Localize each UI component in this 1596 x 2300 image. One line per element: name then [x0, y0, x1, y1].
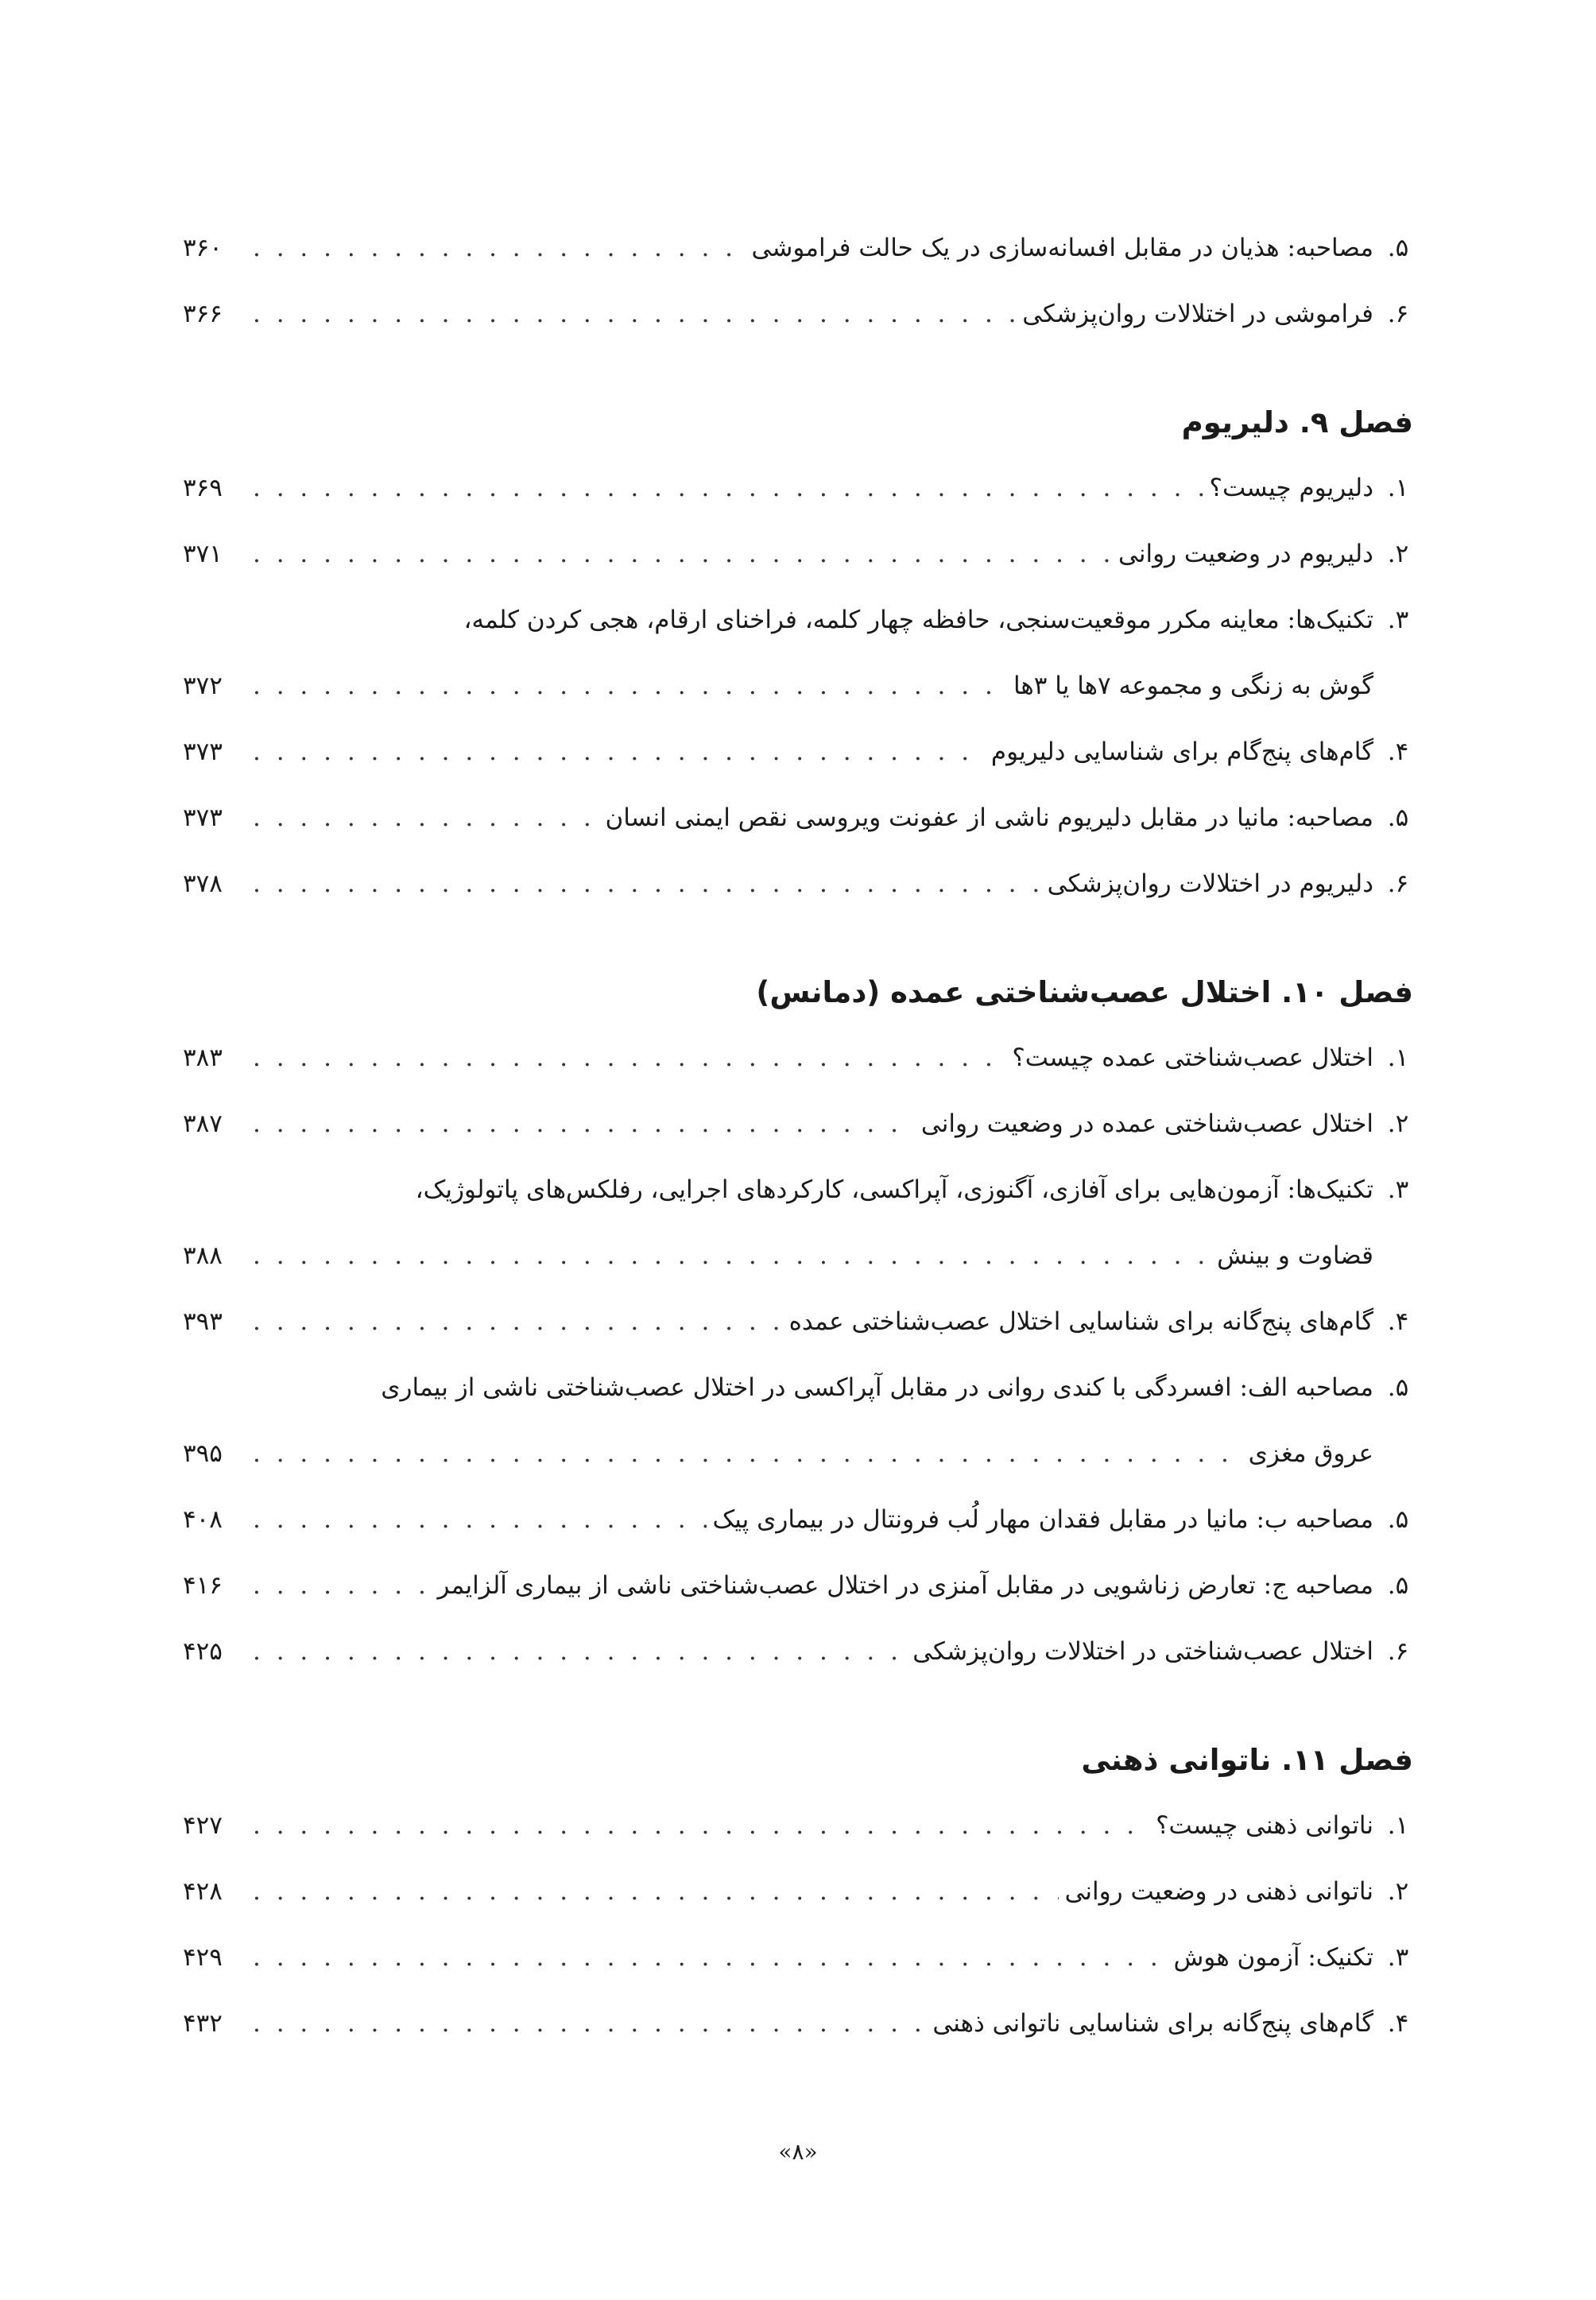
toc-entry[interactable] — [183, 1024, 1423, 1090]
toc-entry[interactable] — [183, 587, 1423, 718]
toc-entry-page: ۴۲۷ — [183, 1811, 223, 1840]
section-spacer — [183, 1684, 1423, 1740]
toc-entry-number: ۲. — [1387, 540, 1409, 568]
toc-entry-title: دلیریوم در اختلالات روان‌پزشکی — [1047, 869, 1373, 898]
toc-entry-number: ۳. — [1387, 606, 1409, 634]
toc-entry[interactable] — [183, 784, 1423, 850]
toc-entry-number: ۶. — [1387, 300, 1409, 328]
toc-entry-line — [183, 1420, 1423, 1486]
dot-leader — [253, 1433, 1242, 1474]
dot-leader — [253, 1499, 707, 1540]
toc-entry[interactable] — [183, 1486, 1423, 1552]
toc-entry-number: ۳. — [1387, 1943, 1409, 1972]
dot-leader — [253, 293, 1016, 335]
toc-entry-page: ۳۹۳ — [183, 1307, 223, 1336]
toc-section — [183, 1684, 1423, 2056]
dot-leader — [253, 1037, 1005, 1078]
toc-entry-number: ۴. — [1387, 2009, 1409, 2038]
toc-entry-page: ۳۷۳ — [183, 738, 223, 766]
toc-entry-title: دلیریوم در وضعیت روانی — [1118, 540, 1373, 568]
toc-entry-line — [183, 784, 1423, 850]
toc-entry-number: ۵. — [1387, 1505, 1409, 1534]
toc-entry-number: ۶. — [1387, 869, 1409, 898]
toc-entry-title: ناتوانی ذهنی چیست؟ — [1156, 1811, 1373, 1840]
toc-entry[interactable] — [183, 1156, 1423, 1288]
toc-entry[interactable] — [183, 455, 1423, 521]
toc-entry-line — [183, 587, 1423, 652]
toc-entry[interactable] — [183, 1990, 1423, 2056]
toc-entry-page: ۴۳۲ — [183, 2009, 223, 2038]
toc-entry-line — [183, 281, 1423, 347]
toc-entry-line — [183, 1552, 1423, 1618]
chapter-heading: فصل ۱۱. ناتوانی ذهنی — [1081, 1743, 1413, 1777]
toc-entry[interactable] — [183, 1924, 1423, 1990]
dot-leader — [253, 2003, 926, 2044]
toc-entry[interactable] — [183, 1354, 1423, 1486]
dot-leader — [253, 1631, 906, 1672]
toc-entry-page: ۳۸۸ — [183, 1241, 223, 1270]
toc-entry-line — [183, 1156, 1423, 1222]
toc-entry-page: ۳۸۷ — [183, 1109, 223, 1138]
toc-entry-line — [183, 718, 1423, 784]
toc-entry-line — [183, 455, 1423, 521]
toc-entry-line — [183, 1024, 1423, 1090]
toc-entry-line — [183, 1486, 1423, 1552]
toc-entry-page: ۳۷۱ — [183, 540, 223, 568]
dot-leader — [253, 467, 1203, 509]
heading-spacer — [183, 1013, 1423, 1024]
toc-entry-title: فراموشی در اختلالات روان‌پزشکی — [1022, 300, 1373, 328]
heading-spacer — [183, 1781, 1423, 1792]
toc-entry[interactable] — [183, 850, 1423, 916]
toc-entry-title: تکنیک‌ها: آزمون‌هایی برای آفازی، آگنوزی، آپراکسی، کارکردهای اجرایی، رفلکس‌های پاتولوژیک، — [415, 1175, 1373, 1204]
toc-entry-line — [183, 1222, 1423, 1288]
toc-entry-page: ۴۱۶ — [183, 1571, 223, 1600]
toc-entry-number: ۵. — [1387, 1571, 1409, 1600]
toc-entry-number: ۵. — [1387, 234, 1409, 262]
toc-page — [183, 215, 1423, 2056]
toc-entry-line — [183, 1792, 1423, 1858]
toc-entry-line — [183, 1990, 1423, 2056]
toc-entry-line — [183, 850, 1423, 916]
toc-entry-page: ۳۶۶ — [183, 300, 223, 328]
toc-entry[interactable] — [183, 521, 1423, 587]
dot-leader — [253, 1565, 431, 1606]
toc-entry-number: ۴. — [1387, 1307, 1409, 1336]
toc-entry-title: تکنیک: آزمون هوش — [1173, 1943, 1373, 1972]
heading-spacer — [183, 443, 1423, 455]
toc-entry-line — [183, 1090, 1423, 1156]
toc-list — [183, 455, 1423, 916]
section-spacer — [183, 916, 1423, 972]
toc-entry-page: ۳۶۰ — [183, 234, 223, 262]
toc-entry-title: گام‌های پنج‌گانه برای شناسایی اختلال عصب‌شناختی عمده — [788, 1307, 1373, 1336]
toc-entry[interactable] — [183, 1618, 1423, 1684]
toc-section — [183, 916, 1423, 1684]
toc-entry-line — [183, 652, 1423, 718]
dot-leader — [253, 1937, 1167, 1978]
toc-entry-title: ناتوانی ذهنی در وضعیت روانی — [1064, 1877, 1373, 1906]
toc-entry-page: ۴۲۵ — [183, 1637, 223, 1666]
dot-leader — [253, 1235, 1211, 1276]
toc-entry-title: دلیریوم چیست؟ — [1209, 474, 1373, 502]
toc-entry-title: اختلال عصب‌شناختی عمده در وضعیت روانی — [920, 1109, 1373, 1138]
toc-list — [183, 1792, 1423, 2056]
toc-entry-number: ۱. — [1387, 1811, 1409, 1840]
toc-entry-title: مصاحبه ج: تعارض زناشویی در مقابل آمنزی در اختلال عصب‌شناختی ناشی از بیماری آلزایمر — [437, 1571, 1373, 1600]
dot-leader — [253, 797, 598, 838]
chapter-heading: فصل ۹. دلیریوم — [1181, 405, 1413, 439]
toc-entry-page: ۳۸۳ — [183, 1044, 223, 1072]
toc-entry-number: ۲. — [1387, 1109, 1409, 1138]
dot-leader — [253, 1301, 783, 1342]
dot-leader — [253, 863, 1041, 904]
toc-entry-number: ۲. — [1387, 1877, 1409, 1906]
toc-entry-page: ۳۷۸ — [183, 869, 223, 898]
toc-entry[interactable] — [183, 215, 1423, 281]
toc-entry-title: گام‌های پنج‌گام برای شناسایی دلیریوم — [990, 738, 1373, 766]
toc-entry-title: تکنیک‌ها: معاینه مکرر موقعیت‌سنجی، حافظه چهار کلمه، فراخنای ارقام، هجی کردن کلمه، — [463, 606, 1373, 634]
toc-entry[interactable] — [183, 1090, 1423, 1156]
toc-entry-line — [183, 1288, 1423, 1354]
dot-leader — [253, 1805, 1149, 1846]
toc-section — [183, 215, 1423, 347]
dot-leader — [253, 533, 1112, 575]
toc-entry-line — [183, 215, 1423, 281]
toc-entry[interactable] — [183, 1552, 1423, 1618]
toc-entry-number: ۱. — [1387, 474, 1409, 502]
toc-entry-line — [183, 1858, 1423, 1924]
toc-entry-line — [183, 1618, 1423, 1684]
toc-list — [183, 1024, 1423, 1684]
toc-entry[interactable] — [183, 1858, 1423, 1924]
toc-entry-line — [183, 1354, 1423, 1420]
toc-entry-title: گام‌های پنج‌گانه برای شناسایی ناتوانی ذهنی — [932, 2009, 1373, 2038]
dot-leader — [253, 665, 1007, 707]
toc-entry-page: ۳۶۹ — [183, 474, 223, 502]
chapter-heading: فصل ۱۰. اختلال عصب‌شناختی عمده (دمانس) — [756, 975, 1413, 1009]
toc-entry-page: ۴۰۸ — [183, 1505, 223, 1534]
toc-entry-line — [183, 521, 1423, 587]
toc-list — [183, 215, 1423, 347]
toc-entry-title: عروق مغزی — [1248, 1439, 1373, 1468]
dot-leader — [253, 1103, 915, 1144]
toc-entry-page: ۴۲۹ — [183, 1943, 223, 1972]
toc-entry-number: ۳. — [1387, 1175, 1409, 1204]
toc-entry[interactable] — [183, 281, 1423, 347]
toc-entry-title: قضاوت و بینش — [1217, 1241, 1373, 1270]
toc-entry-title: مصاحبه الف: افسردگی با کندی روانی در مقابل آپراکسی در اختلال عصب‌شناختی ناشی از بیماری — [381, 1373, 1373, 1402]
toc-entry[interactable] — [183, 1288, 1423, 1354]
toc-entry-title: مصاحبه ب: مانیا در مقابل فقدان مهار لُب فرونتال در بیماری پیک — [712, 1505, 1373, 1534]
toc-entry-title: مصاحبه: مانیا در مقابل دلیریوم ناشی از عفونت ویروسی نقص ایمنی انسان — [605, 803, 1373, 832]
toc-entry[interactable] — [183, 1792, 1423, 1858]
toc-entry-page: ۳۷۲ — [183, 672, 223, 700]
toc-entry[interactable] — [183, 718, 1423, 784]
section-spacer — [183, 347, 1423, 402]
toc-entry-number: ۵. — [1387, 1373, 1409, 1402]
toc-entry-number: ۱. — [1387, 1044, 1409, 1072]
dot-leader — [253, 227, 746, 269]
dot-leader — [253, 731, 985, 772]
page-number: «۸» — [778, 2139, 818, 2165]
toc-entry-number: ۴. — [1387, 738, 1409, 766]
toc-entry-line — [183, 1924, 1423, 1990]
toc-entry-title: اختلال عصب‌شناختی عمده چیست؟ — [1012, 1044, 1373, 1072]
toc-entry-page: ۳۷۳ — [183, 803, 223, 832]
toc-entry-title: مصاحبه: هذیان در مقابل افسانه‌سازی در یک حالت فراموشی — [751, 234, 1373, 262]
toc-entry-title: گوش به زنگی و مجموعه ۷ها یا ۳ها — [1013, 672, 1373, 700]
dot-leader — [253, 1871, 1059, 1912]
toc-section — [183, 347, 1423, 916]
toc-entry-number: ۶. — [1387, 1637, 1409, 1666]
toc-entry-number: ۵. — [1387, 803, 1409, 832]
toc-entry-page: ۴۲۸ — [183, 1877, 223, 1906]
toc-entry-title: اختلال عصب‌شناختی در اختلالات روان‌پزشکی — [912, 1637, 1373, 1666]
toc-entry-page: ۳۹۵ — [183, 1439, 223, 1468]
page-number-footer — [0, 2136, 1596, 2168]
